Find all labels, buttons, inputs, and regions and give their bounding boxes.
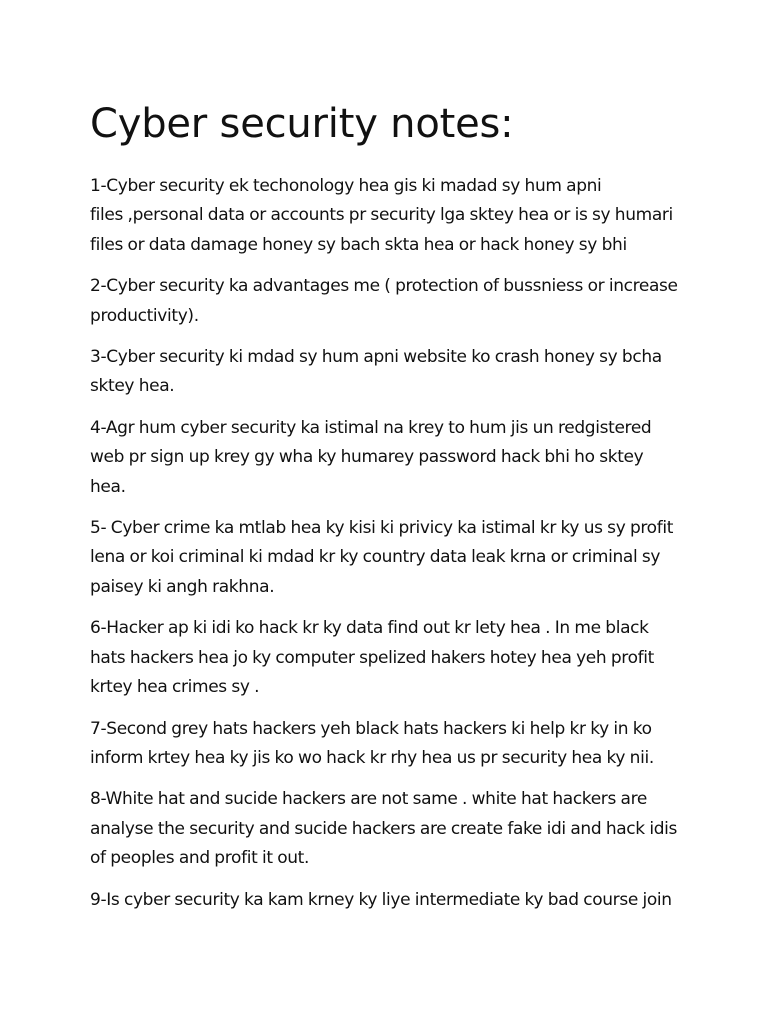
note-line: analyse the security and sucide hackers are create fake idi and hack idis xyxy=(90,818,678,839)
note-line: 5- Cyber crime ka mtlab hea ky kisi ki privicy ka istimal kr ky us sy profit xyxy=(90,518,674,539)
note-line: files ,personal data or accounts pr security lga sktey hea or is sy humari xyxy=(90,205,673,226)
page-title: Cyber security notes: xyxy=(90,101,514,147)
note-paragraph-7 xyxy=(90,715,680,774)
note-line: inform krtey hea ky jis ko wo hack kr rhy hea us pr security hea ky nii. xyxy=(90,747,654,768)
note-line: web pr sign up krey gy wha ky humarey password hack bhi ho sktey xyxy=(90,447,644,468)
note-paragraph-6 xyxy=(90,614,680,702)
note-line: hea. xyxy=(90,476,126,497)
note-line: 7-Second grey hats hackers yeh black hats hackers ki help kr ky in ko xyxy=(90,718,652,739)
note-line: 2-Cyber security ka advantages me ( protection of bussniess or increase xyxy=(90,276,678,297)
note-paragraph-9 xyxy=(90,886,680,915)
note-paragraph-4 xyxy=(90,414,680,502)
note-line: 1-Cyber security ek techonology hea gis ki madad sy hum apni xyxy=(90,176,602,196)
note-line: 6-Hacker ap ki idi ko hack kr ky data find out kr lety hea . In me black xyxy=(90,618,649,639)
note-paragraph-2 xyxy=(90,272,680,331)
note-line: paisey ki angh rakhna. xyxy=(90,576,275,597)
note-line: 4-Agr hum cyber security ka istimal na krey to hum jis un redgistered xyxy=(90,417,652,438)
note-line: hats hackers hea jo ky computer spelized hakers hotey hea yeh profit xyxy=(90,647,654,668)
note-line: 3-Cyber security ki mdad sy hum apni website ko crash honey sy bcha xyxy=(90,347,662,368)
note-paragraph-1 xyxy=(90,172,680,260)
note-paragraph-8 xyxy=(90,785,680,873)
note-line: lena or koi criminal ki mdad kr ky country data leak krna or criminal sy xyxy=(90,547,661,568)
note-line: 8-White hat and sucide hackers are not same . white hat hackers are xyxy=(90,789,647,810)
note-line: files or data damage honey sy bach skta hea or hack honey sy bhi xyxy=(90,234,627,255)
note-line: of peoples and profit it out. xyxy=(90,848,310,869)
note-line: productivity). xyxy=(90,305,199,326)
note-line: sktey hea. xyxy=(90,376,175,397)
note-paragraph-5 xyxy=(90,514,680,602)
note-line: krtey hea crimes sy . xyxy=(90,677,260,698)
note-line: 9-Is cyber security ka kam krney ky liye intermediate ky bad course join xyxy=(90,889,672,910)
note-paragraph-3 xyxy=(90,343,680,402)
notes-list xyxy=(90,172,680,927)
